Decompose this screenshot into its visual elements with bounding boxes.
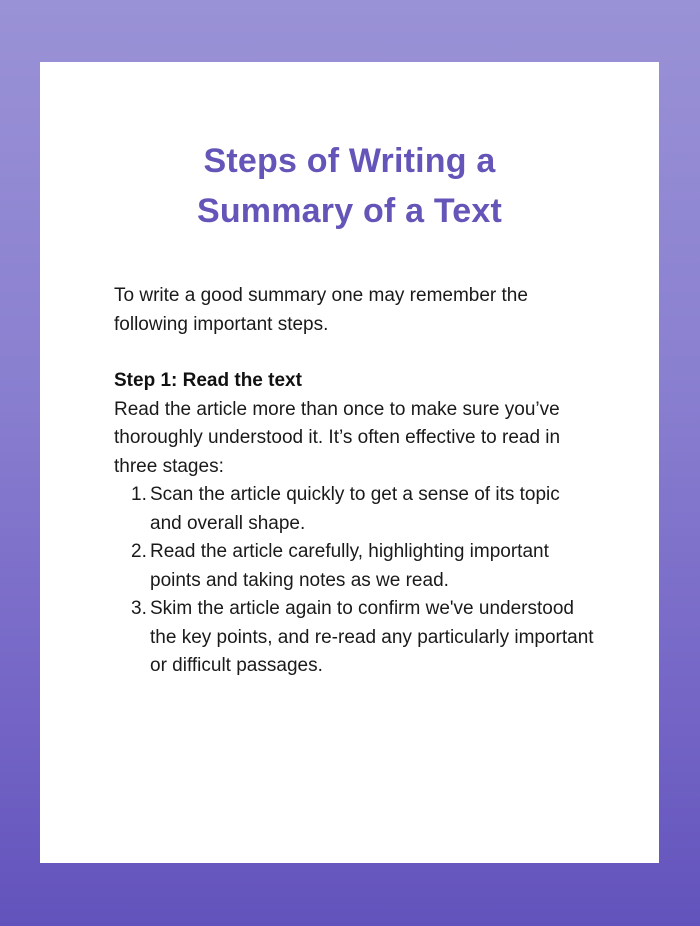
document-card: [40, 62, 659, 863]
list-item-text: Scan the article quickly to get a sense of its topic and overall shape.: [150, 484, 560, 534]
list-item-text: Read the article carefully, highlighting important points and taking notes as we read.: [150, 541, 549, 591]
list-item: [114, 481, 594, 538]
page-title: [40, 136, 659, 236]
title-line-2: Summary of a Text: [196, 192, 503, 230]
list-item: [114, 538, 594, 595]
list-item: [114, 595, 594, 681]
list-item-number: 1.: [131, 484, 147, 505]
reading-stages-list: [114, 481, 594, 681]
title-line-1: Steps of Writing a: [203, 142, 496, 180]
list-item-text: Skim the article again to confirm we've understood the key points, and re-read any particularly important or difficult passages.: [150, 598, 594, 676]
step-1-heading: Step 1: Read the text: [114, 370, 302, 391]
list-item-number: 2.: [131, 541, 147, 562]
list-item-number: 3.: [131, 598, 147, 619]
document-body: [114, 282, 594, 681]
intro-paragraph: To write a good summary one may remember the following important steps.: [114, 285, 528, 335]
step-1-body: Read the article more than once to make sure you’ve thoroughly understood it. It’s often effective to read in three stages:: [114, 398, 561, 477]
